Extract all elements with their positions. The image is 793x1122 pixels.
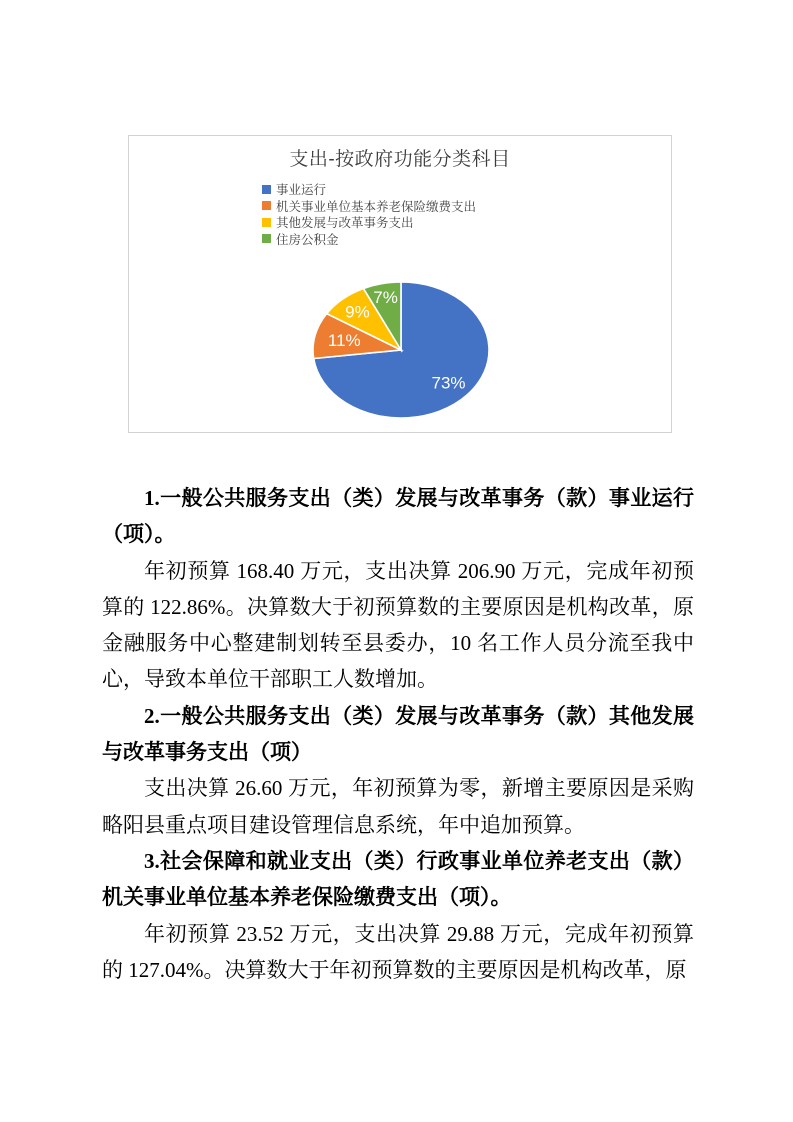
section-2-heading: 2.一般公共服务支出（类）发展与改革事务（款）其他发展与改革事务支出（项）: [102, 703, 694, 765]
legend-label: 机关事业单位基本养老保险缴费支出: [276, 199, 477, 214]
chart-title: 支出-按政府功能分类科目: [289, 149, 511, 170]
pie-slice-percent-label: 7%: [373, 287, 398, 307]
pie-slice-percent-label: 73%: [431, 373, 466, 393]
document-body: [102, 480, 694, 988]
pie-slice-percent-label: 9%: [345, 302, 370, 322]
legend-label: 事业运行: [276, 183, 327, 198]
section-1-body: 年初预算 168.40 万元，支出决算 206.90 万元，完成年初预算的 122.86%。决算数大于初预算数的主要原因是机构改革，原金融服务中心整建制划转至县委办，10 名工作人员分流至我中心，导致本单位干部职工人数增加。: [102, 558, 694, 692]
expenditure-pie-chart-frame: [128, 135, 672, 433]
section-3-heading: 3.社会保障和就业支出（类）行政事业单位养老支出（款）机关事业单位基本养老保险缴费支出（项）。: [102, 848, 694, 910]
pie-chart-svg: [129, 136, 671, 432]
section-1-heading: 1.一般公共服务支出（类）发展与改革事务（款）事业运行（项）。: [102, 486, 694, 547]
section-2-body: 支出决算 26.60 万元，年初预算为零，新增主要原因是采购略阳县重点项目建设管理信息系统，年中追加预算。: [102, 776, 694, 837]
legend-label: 住房公积金: [276, 232, 339, 247]
section-3-body: 年初预算 23.52 万元，支出决算 29.88 万元，完成年初预算的 127.04%。决算数大于年初预算数的主要原因是机构改革，原: [102, 921, 694, 982]
pie-slice-percent-label: 11%: [327, 331, 361, 351]
legend-label: 其他发展与改革事务支出: [276, 216, 414, 231]
